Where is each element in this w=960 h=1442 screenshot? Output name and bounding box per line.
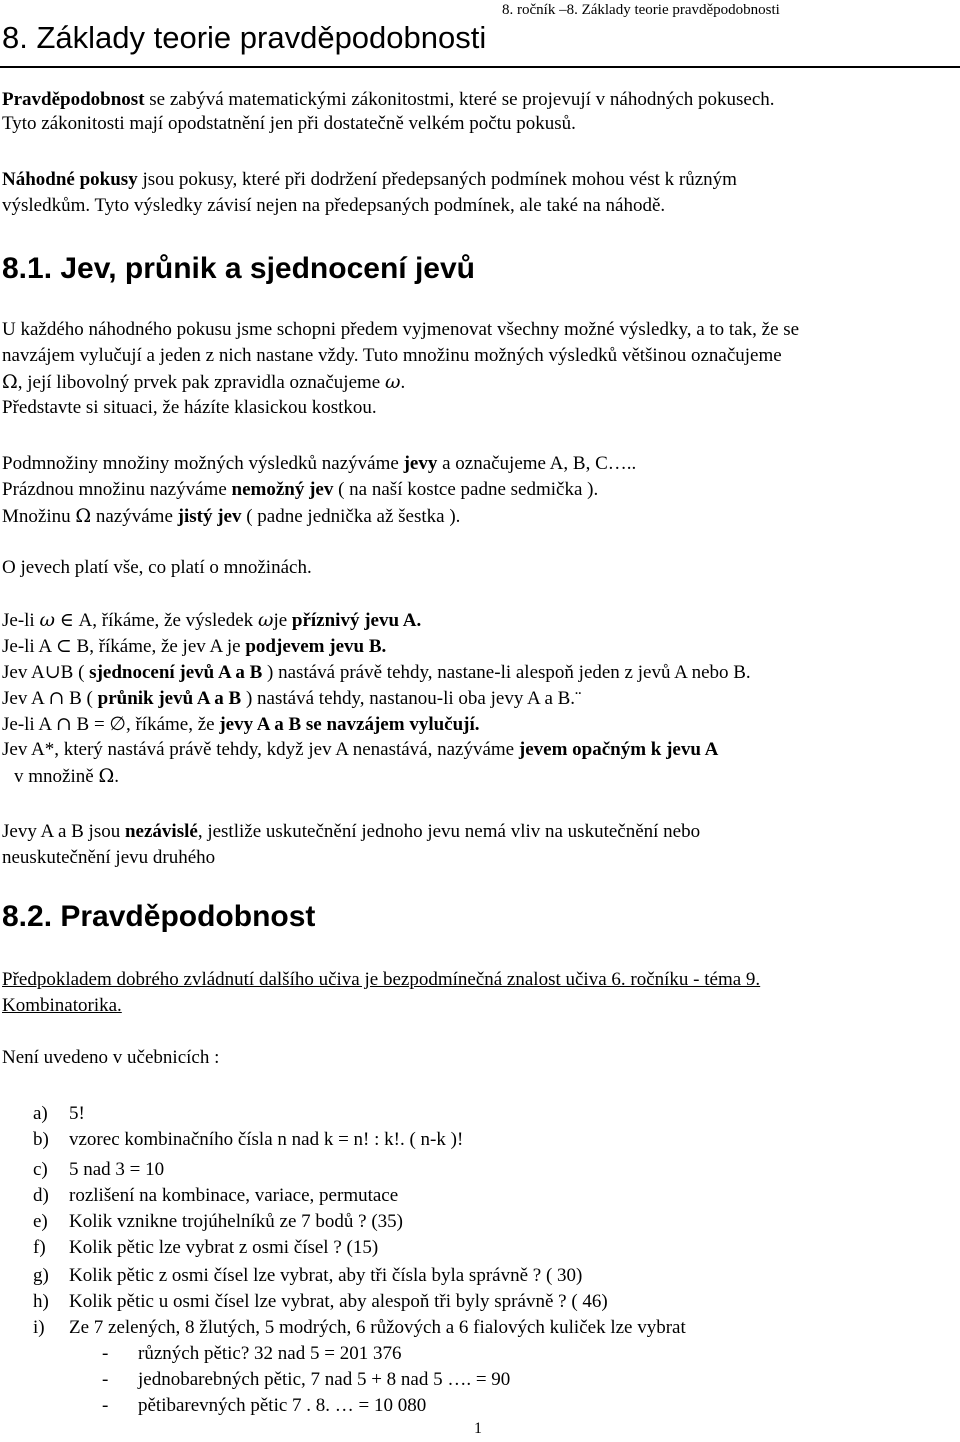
omega-symbol: Ω [75, 505, 92, 527]
text: B ( [60, 662, 90, 683]
s1-line16 [2, 820, 700, 844]
list-item-label: b) [33, 1129, 49, 1150]
text: a označujeme A, B, C….. [437, 453, 637, 474]
list-item [33, 1210, 403, 1234]
s1-line2: navzájem vylučují a jeden z nich nastane vždy. Tuto množinu možných výsledků většinou označujeme [2, 345, 782, 366]
list-item-text: Ze 7 zelených, 8 žlutých, 5 modrých, 6 růžových a 6 fialových kuliček lze vybrat [69, 1317, 686, 1338]
s1-line11 [2, 660, 751, 685]
term-opacny-jev: jevem opačným k jevu A [518, 739, 719, 760]
term-sjednoceni: sjednocení jevů A a B [89, 662, 263, 683]
text: ( padne jednička až šestka ). [241, 506, 461, 527]
list-item [33, 1290, 608, 1314]
term-podjev: podjevem jevu B. [245, 636, 387, 657]
term-pravdepodobnost: Pravděpodobnost [2, 89, 145, 110]
sublist-dash: - [102, 1395, 109, 1416]
sublist-dash: - [102, 1343, 109, 1364]
union-symbol: ∪ [44, 661, 61, 683]
text: Je-li [2, 610, 40, 631]
text: v množině [14, 766, 99, 787]
intro-p2-line1 [2, 168, 737, 192]
text: Jev A [2, 688, 49, 709]
term-nemozny-jev: nemožný jev [231, 479, 334, 500]
list-item-label: d) [33, 1185, 49, 1206]
list-item-text: 5 nad 3 = 10 [69, 1159, 165, 1180]
s1-line12 [2, 686, 581, 711]
text: Prázdnou množinu nazýváme [2, 479, 232, 500]
list-item-label: h) [33, 1291, 49, 1312]
text: , říkáme, že [125, 714, 220, 735]
list-item [33, 1316, 686, 1340]
list-item-text: rozlišení na kombinace, variace, permutace [69, 1185, 399, 1206]
empty-set-symbol: ∅ [109, 713, 126, 735]
sublist-item-text: pětibarevných pětic 7 . 8. … = 10 080 [138, 1395, 427, 1416]
omega-small-symbol: ω [39, 609, 55, 631]
list-item-label: i) [33, 1317, 45, 1338]
list-item [33, 1128, 463, 1152]
s1-line4: Představte si situaci, že házíte klasickou kostkou. [2, 397, 377, 418]
list-item-text: 5! [69, 1103, 85, 1124]
not-in-textbooks-note: Není uvedeno v učebnicích : [2, 1047, 220, 1068]
omega-symbol: Ω [98, 765, 115, 787]
s1-line17: neuskutečnění jevu druhého [2, 847, 216, 868]
text: ( na naší kostce padne sedmička ). [333, 479, 599, 500]
sublist-item [102, 1342, 401, 1366]
intro-p2-line2: výsledkům. Tyto výsledky závisí nejen na předepsaných podmínek, ale také na náhodě. [2, 195, 666, 216]
list-item-text: Kolik pětic lze vybrat z osmi čísel ? (15) [69, 1237, 379, 1258]
intro-p1-line1 [2, 88, 775, 112]
subset-symbol: ⊂ [55, 635, 72, 657]
s1-line5 [2, 452, 636, 476]
term-nahodne-pokusy: Náhodné pokusy [2, 169, 138, 190]
list-item-label: g) [33, 1265, 49, 1286]
text: je [273, 610, 292, 631]
list-item [33, 1184, 398, 1208]
text: . [114, 766, 119, 787]
sublist-item-text: různých pětic? 32 nad 5 = 201 376 [138, 1343, 402, 1364]
element-of-symbol: ∈ [59, 609, 74, 631]
intro-p1-text: se zabývá matematickými zákonitostmi, které se projevují v náhodných pokusech. [144, 89, 775, 110]
s1-line3 [2, 370, 405, 395]
text: B = [71, 714, 110, 735]
text: Je-li A [2, 636, 56, 657]
text: Množinu [2, 506, 76, 527]
sublist-item [102, 1368, 510, 1392]
text: ) nastává tehdy, nastanou-li oba jevy A a B.¨ [241, 688, 582, 709]
list-item-text: Kolik vznikne trojúhelníků ze 7 bodů ? (35) [69, 1211, 404, 1232]
text: nazýváme [91, 506, 178, 527]
list-item-text: vzorec kombinačního čísla n nad k = n! : k!. ( n-k )! [69, 1129, 464, 1150]
prerequisite-line1: Předpokladem dobrého zvládnutí dalšího učiva je bezpodmínečná znalost učiva 6. ročníku - téma 9. [2, 969, 761, 990]
running-header: 8. ročník –8. Základy teorie pravděpodobnosti [502, 2, 780, 18]
list-item [33, 1158, 164, 1182]
page-number: 1 [474, 1420, 482, 1437]
s1-line10 [2, 634, 386, 659]
s1-line13 [2, 712, 480, 737]
text: Je-li A [2, 714, 56, 735]
sublist-dash: - [102, 1369, 109, 1390]
term-prizivy: příznivý jevu A. [291, 610, 422, 631]
list-item-text: Kolik pětic z osmi čísel lze vybrat, aby tři čísla byla správně ? ( 30) [69, 1265, 583, 1286]
sublist-item-text: jednobarebných pětic, 7 nad 5 + 8 nad 5 …. = 90 [138, 1369, 511, 1390]
intro-p1-line2: Tyto zákonitosti mají opodstatnění jen při dostatečně velkém počtu pokusů. [2, 113, 576, 134]
s1-line9 [2, 608, 421, 633]
text: Jev A [2, 662, 45, 683]
term-vylucuji: jevy A a B se navzájem vylučují. [219, 714, 480, 735]
intersection-symbol: ∩ [55, 713, 72, 735]
sublist-item [102, 1394, 426, 1418]
omega-small-symbol: ω [257, 609, 274, 631]
list-item [33, 1264, 582, 1288]
list-item-label: a) [33, 1103, 48, 1124]
list-item [33, 1102, 85, 1126]
s1-line7 [2, 504, 460, 529]
term-jevy: jevy [403, 453, 438, 474]
omega-symbol: Ω [2, 371, 18, 393]
header-divider [0, 66, 960, 68]
term-jisty-jev: jistý jev [177, 506, 242, 527]
text: Podmnožiny množiny možných výsledků nazýváme [2, 453, 404, 474]
page-title: 8. Základy teorie pravděpodobnosti [2, 20, 487, 55]
omega-small-symbol: ω [384, 371, 401, 393]
text: , jestliže uskutečnění jednoho jevu nemá vliv na uskutečnění nebo [197, 821, 701, 842]
intro-p2-text: jsou pokusy, které při dodržení předepsaných podmínek mohou vést k různým [137, 169, 737, 190]
s1-line14 [2, 738, 718, 762]
term-prunik: průnik jevů A a B [97, 688, 242, 709]
prerequisite-line2: Kombinatorika. [2, 995, 122, 1016]
text: ) nastává právě tehdy, nastane-li alespoň jeden z jevů A nebo B. [262, 662, 751, 683]
list-item-label: f) [33, 1237, 46, 1258]
list-item [33, 1236, 378, 1260]
list-item-label: c) [33, 1159, 48, 1180]
text: B, říkáme, že jev A je [71, 636, 246, 657]
intersection-symbol: ∩ [48, 687, 65, 709]
term-nezavisle: nezávislé [124, 821, 198, 842]
s1-line8: O jevech platí vše, co platí o množinách. [2, 557, 312, 578]
text: A, říkáme, že výsledek [73, 610, 258, 631]
text: Jev A*, který nastává právě tehdy, když jev A nenastává, nazýváme [2, 739, 519, 760]
text: Jevy A a B jsou [2, 821, 125, 842]
section-heading-8-2: 8.2. Pravděpodobnost [2, 900, 316, 933]
s1-line3-end: . [400, 372, 406, 393]
s1-line6 [2, 478, 598, 502]
s1-line3-text: , její libovolný prvek pak zpravidla označujeme [17, 372, 385, 393]
section-heading-8-1: 8.1. Jev, průnik a sjednocení jevů [2, 252, 475, 285]
list-item-label: e) [33, 1211, 48, 1232]
text: B ( [64, 688, 98, 709]
list-item-text: Kolik pětic u osmi čísel lze vybrat, aby alespoň tři byly správně ? ( 46) [69, 1291, 608, 1312]
s1-line1: U každého náhodného pokusu jsme schopni předem vyjmenovat všechny možné výsledky, a to tak, že se [2, 319, 800, 340]
s1-line15 [14, 764, 119, 789]
